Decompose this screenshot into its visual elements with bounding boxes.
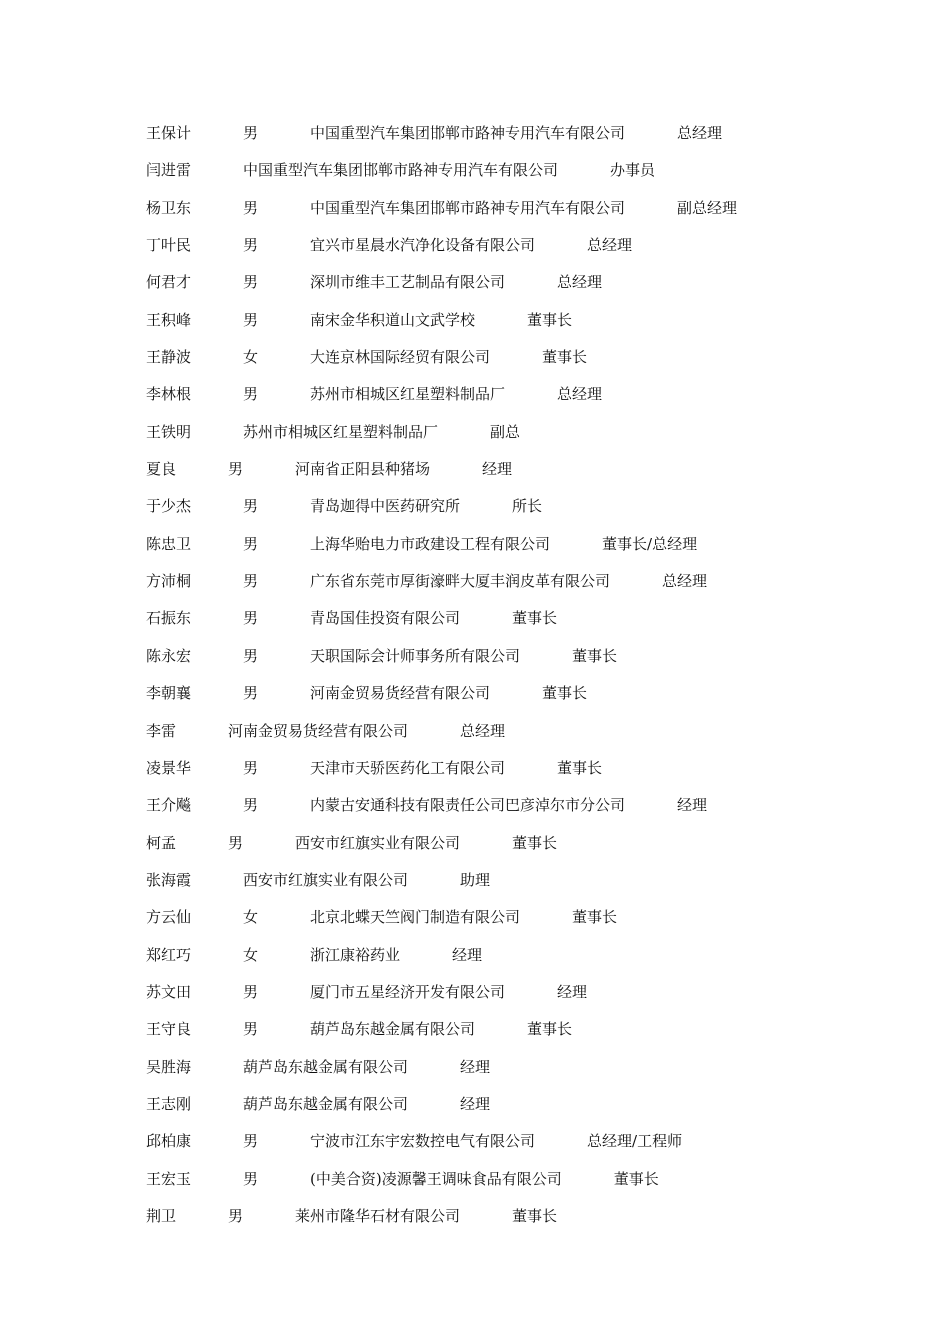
person-gender: 男 [243, 124, 259, 142]
list-item [146, 645, 906, 682]
list-item [146, 458, 906, 495]
company-name: 苏州市相城区红星塑料制品厂 [310, 385, 506, 404]
person-name: 何君才 [146, 273, 192, 292]
list-item [146, 1093, 906, 1130]
person-name: 闫进雷 [146, 161, 192, 180]
person-gender: 男 [243, 273, 259, 292]
job-title: 经理 [482, 460, 513, 479]
person-name: 夏良 [146, 460, 177, 479]
job-title: 经理 [452, 945, 483, 964]
job-title: 董事长 [613, 1169, 659, 1188]
job-title: 总经理 [662, 572, 708, 591]
person-name: 于少杰 [146, 497, 192, 516]
company-name: 葫芦岛东越金属有限公司 [243, 1094, 409, 1113]
person-name: 丁叶民 [146, 236, 192, 255]
job-title: 总经理/工程师 [587, 1132, 683, 1151]
job-title: 助理 [460, 870, 491, 889]
person-gender: 男 [228, 833, 244, 852]
list-item [146, 682, 906, 719]
person-gender: 男 [243, 534, 259, 553]
list-item [146, 607, 906, 644]
company-name: 大连京林国际经贸有限公司 [310, 348, 491, 367]
job-title: 董事长 [527, 1020, 573, 1039]
job-title: 副总经理 [677, 198, 738, 217]
person-name: 荆卫 [146, 1206, 177, 1225]
list-item [146, 159, 906, 196]
job-title: 董事长 [572, 908, 618, 927]
person-gender: 女 [243, 348, 259, 367]
list-item [146, 1205, 906, 1242]
list-item [146, 794, 906, 831]
person-gender: 男 [243, 796, 259, 815]
company-name: 河南金贸易货经营有限公司 [310, 684, 491, 703]
person-name: 张海霞 [146, 870, 192, 889]
roster-list [146, 122, 906, 1242]
company-name: 莱州市隆华石材有限公司 [295, 1206, 461, 1225]
list-item [146, 1168, 906, 1205]
person-gender: 男 [243, 646, 259, 665]
company-name: 宁波市江东宇宏数控电气有限公司 [310, 1132, 536, 1151]
person-gender: 女 [243, 908, 259, 927]
person-name: 王积峰 [146, 310, 192, 329]
list-item [146, 122, 906, 159]
company-name: 天津市天骄医药化工有限公司 [310, 758, 506, 777]
company-name: 青岛迦得中医药研究所 [310, 497, 461, 516]
company-name: 深圳市维丰工艺制品有限公司 [310, 273, 506, 292]
list-item [146, 1018, 906, 1055]
person-gender: 男 [243, 609, 259, 628]
person-name: 王志刚 [146, 1094, 192, 1113]
person-gender: 女 [243, 945, 259, 964]
company-name: 北京北蝶天竺阀门制造有限公司 [310, 908, 521, 927]
job-title: 董事长 [542, 348, 588, 367]
job-title: 董事长/总经理 [602, 534, 698, 553]
list-item [146, 869, 906, 906]
person-name: 郑红巧 [146, 945, 192, 964]
job-title: 经理 [460, 1057, 491, 1076]
list-item [146, 757, 906, 794]
company-name: 上海华贻电力市政建设工程有限公司 [310, 534, 551, 553]
job-title: 总经理 [677, 124, 723, 142]
job-title: 经理 [460, 1094, 491, 1113]
person-name: 苏文田 [146, 982, 192, 1001]
person-name: 王保计 [146, 124, 192, 142]
list-item [146, 1130, 906, 1167]
job-title: 董事长 [557, 758, 603, 777]
list-item [146, 383, 906, 420]
company-name: 中国重型汽车集团邯郸市路神专用汽车有限公司 [243, 161, 559, 180]
company-name: 苏州市相城区红星塑料制品厂 [243, 422, 439, 441]
person-name: 李林根 [146, 385, 192, 404]
list-item [146, 234, 906, 271]
company-name: 浙江康裕药业 [310, 945, 401, 964]
person-name: 吴胜海 [146, 1057, 192, 1076]
job-title: 董事长 [527, 310, 573, 329]
person-gender: 男 [243, 1169, 259, 1188]
person-gender: 男 [243, 1132, 259, 1151]
list-item [146, 1056, 906, 1093]
person-gender: 男 [243, 982, 259, 1001]
person-name: 石振东 [146, 609, 192, 628]
company-name: 葫芦岛东越金属有限公司 [243, 1057, 409, 1076]
list-item [146, 981, 906, 1018]
person-gender: 男 [243, 385, 259, 404]
company-name: 南宋金华积道山文武学校 [310, 310, 476, 329]
person-name: 陈忠卫 [146, 534, 192, 553]
job-title: 总经理 [557, 273, 603, 292]
person-name: 邱柏康 [146, 1132, 192, 1151]
job-title: 董事长 [572, 646, 618, 665]
company-name: 天职国际会计师事务所有限公司 [310, 646, 521, 665]
list-item [146, 570, 906, 607]
person-name: 王静波 [146, 348, 192, 367]
person-gender: 男 [228, 1206, 244, 1225]
list-item [146, 944, 906, 981]
company-name: 西安市红旗实业有限公司 [243, 870, 409, 889]
person-name: 陈永宏 [146, 646, 192, 665]
list-item [146, 720, 906, 757]
list-item [146, 309, 906, 346]
job-title: 总经理 [460, 721, 506, 740]
person-name: 方云仙 [146, 908, 192, 927]
job-title: 所长 [512, 497, 543, 516]
job-title: 董事长 [512, 609, 558, 628]
company-name: 葫芦岛东越金属有限公司 [310, 1020, 476, 1039]
job-title: 总经理 [557, 385, 603, 404]
list-item [146, 906, 906, 943]
person-gender: 男 [243, 310, 259, 329]
person-name: 凌景华 [146, 758, 192, 777]
person-gender: 男 [243, 572, 259, 591]
person-name: 王宏玉 [146, 1169, 192, 1188]
company-name: 宜兴市星晨水汽净化设备有限公司 [310, 236, 536, 255]
company-name: 内蒙古安通科技有限责任公司巴彦淖尔市分公司 [310, 796, 626, 815]
person-name: 李朝襄 [146, 684, 192, 703]
person-name: 王介飚 [146, 796, 192, 815]
list-item [146, 495, 906, 532]
person-gender: 男 [243, 1020, 259, 1039]
job-title: 董事长 [542, 684, 588, 703]
person-gender: 男 [243, 198, 259, 217]
list-item [146, 421, 906, 458]
company-name: 广东省东莞市厚街濠畔大厦丰润皮革有限公司 [310, 572, 611, 591]
person-gender: 男 [243, 758, 259, 777]
job-title: 经理 [677, 796, 708, 815]
job-title: 董事长 [512, 833, 558, 852]
company-name: 河南省正阳县种猪场 [295, 460, 431, 479]
job-title: 经理 [557, 982, 588, 1001]
person-name: 柯孟 [146, 833, 177, 852]
company-name: 西安市红旗实业有限公司 [295, 833, 461, 852]
company-name: (中美合资)凌源馨王调味食品有限公司 [310, 1169, 562, 1188]
person-name: 王守良 [146, 1020, 192, 1039]
job-title: 董事长 [512, 1206, 558, 1225]
person-gender: 男 [243, 236, 259, 255]
company-name: 厦门市五星经济开发有限公司 [310, 982, 506, 1001]
company-name: 河南金贸易货经营有限公司 [228, 721, 409, 740]
company-name: 中国重型汽车集团邯郸市路神专用汽车有限公司 [310, 124, 626, 142]
job-title: 副总 [490, 422, 521, 441]
person-name: 方沛桐 [146, 572, 192, 591]
list-item [146, 197, 906, 234]
company-name: 中国重型汽车集团邯郸市路神专用汽车有限公司 [310, 198, 626, 217]
job-title: 办事员 [610, 161, 656, 180]
list-item [146, 533, 906, 570]
person-name: 李雷 [146, 721, 177, 740]
list-item [146, 832, 906, 869]
list-item [146, 271, 906, 308]
person-gender: 男 [243, 497, 259, 516]
job-title: 总经理 [587, 236, 633, 255]
person-name: 杨卫东 [146, 198, 192, 217]
person-gender: 男 [228, 460, 244, 479]
list-item [146, 346, 906, 383]
person-gender: 男 [243, 684, 259, 703]
company-name: 青岛国佳投资有限公司 [310, 609, 461, 628]
person-name: 王铁明 [146, 422, 192, 441]
